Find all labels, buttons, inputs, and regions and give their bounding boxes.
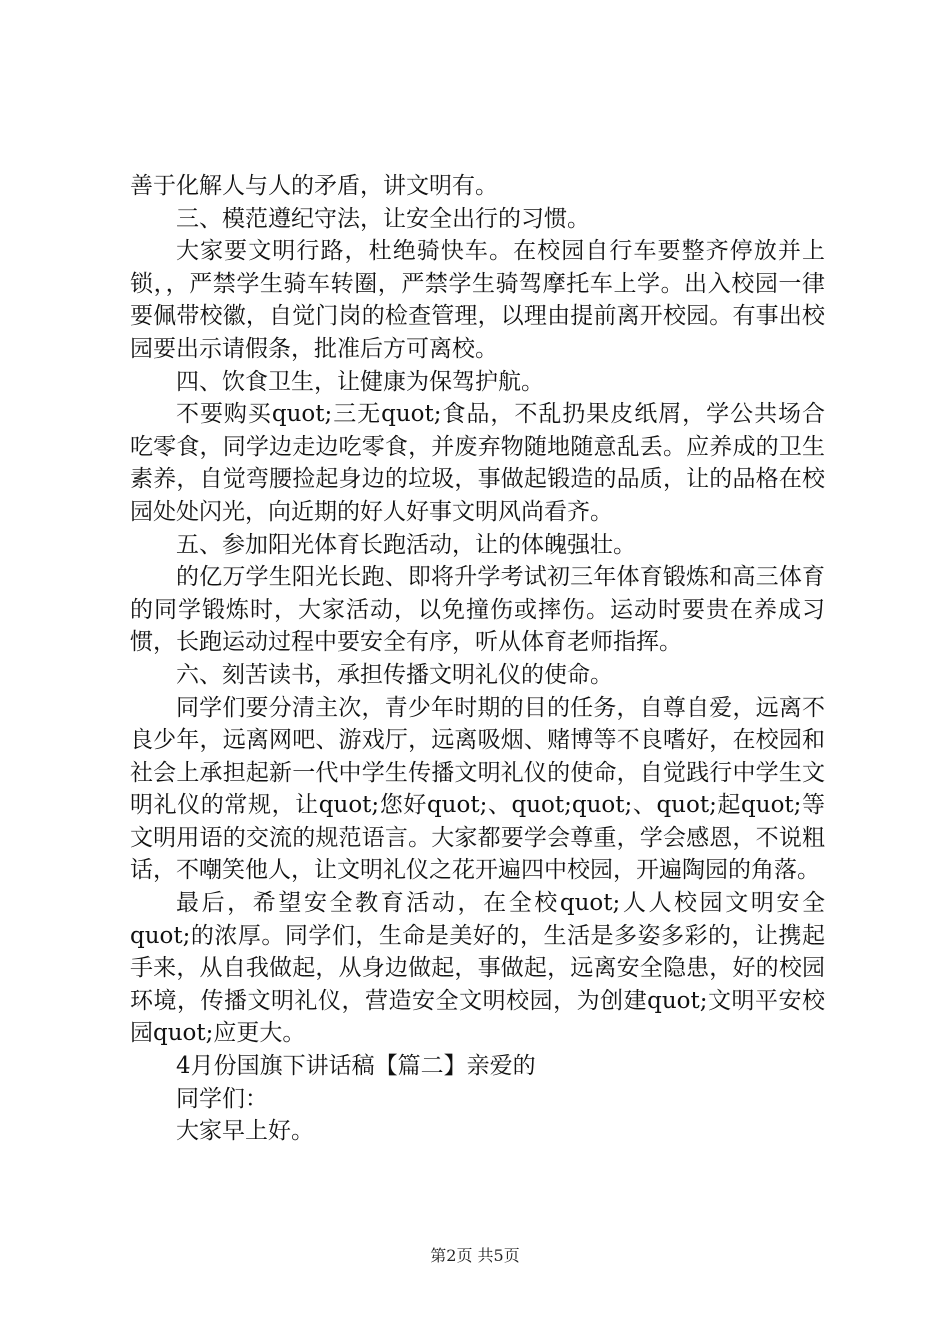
page-number-footer: 第2页 共5页 (430, 1246, 520, 1265)
paragraph-continuation: 善于化解人与人的矛盾，讲文明有。 (130, 173, 498, 199)
paragraph-sports: 的亿万学生阳光长跑、即将升学考试初三年体育锻炼和高三体育的同学锻炼时，大家活动，以免撞伤或摔伤。运动时要贵在养成习惯，长跑运动过程中要安全有序，听从体育老师指挥。 (130, 564, 825, 656)
speech-title-part-two: 4月份国旗下讲话稿【篇二】亲爱的 (176, 1053, 536, 1080)
section-heading-5: 五、参加阳光体育长跑活动，让的体魄强壮。 (176, 531, 636, 558)
paragraph-study-etiquette: 同学们要分清主次，青少年时期的目的任务，自尊自爱，远离不良少年，远离网吧、游戏厅，远离吸烟、赌博等不良嗜好，在校园和社会上承担起新一代中学生传播文明礼仪的使命，自觉践行中学生文明礼仪的常规，让quot;您好quot;、quot;quot;、quot;起quot;等文明用语的交流的规范语言。大家都要学会尊重，学会感恩，不说粗话，不嘲笑他人，让文明礼仪之花开遍四中校园，开遍陶园的角落。 (130, 694, 825, 884)
speech-salutation: 同学们： (176, 1085, 268, 1112)
speech-greeting: 大家早上好。 (176, 1118, 314, 1145)
section-heading-4: 四、饮食卫生，让健康为保驾护航。 (176, 368, 544, 395)
section-heading-6: 六、刻苦读书，承担传播文明礼仪的使命。 (176, 661, 613, 688)
section-heading-3: 三、模范遵纪守法，让安全出行的习惯。 (176, 205, 590, 232)
document-body (130, 170, 825, 1148)
paragraph-traffic-safety: 大家要文明行路，杜绝骑快车。在校园自行车要整齐停放并上锁，，严禁学生骑车转圈，严禁学生骑驾摩托车上学。出入校园一律要佩带校徽，自觉门岗的检查管理，以理由提前离开校园。有事出校园要出示请假条，批准后方可离校。 (130, 238, 825, 362)
paragraph-food-hygiene: 不要购买quot;三无quot;食品，不乱扔果皮纸屑，学公共场合吃零食，同学边走边吃零食，并废弃物随地随意乱丢。应养成的卫生素养，自觉弯腰捡起身边的垃圾，事做起锻造的品质，让的品格在校园处处闪光，向近期的好人好事文明风尚看齐。 (130, 401, 825, 525)
paragraph-conclusion: 最后，希望安全教育活动，在全校quot;人人校园文明安全quot;的浓厚。同学们，生命是美好的，生活是多姿多彩的，让携起手来，从自我做起，从身边做起，事做起，远离安全隐患，好的校园环境，传播文明礼仪，营造安全文明校园，为创建quot;文明平安校园quot;应更大。 (130, 890, 825, 1047)
